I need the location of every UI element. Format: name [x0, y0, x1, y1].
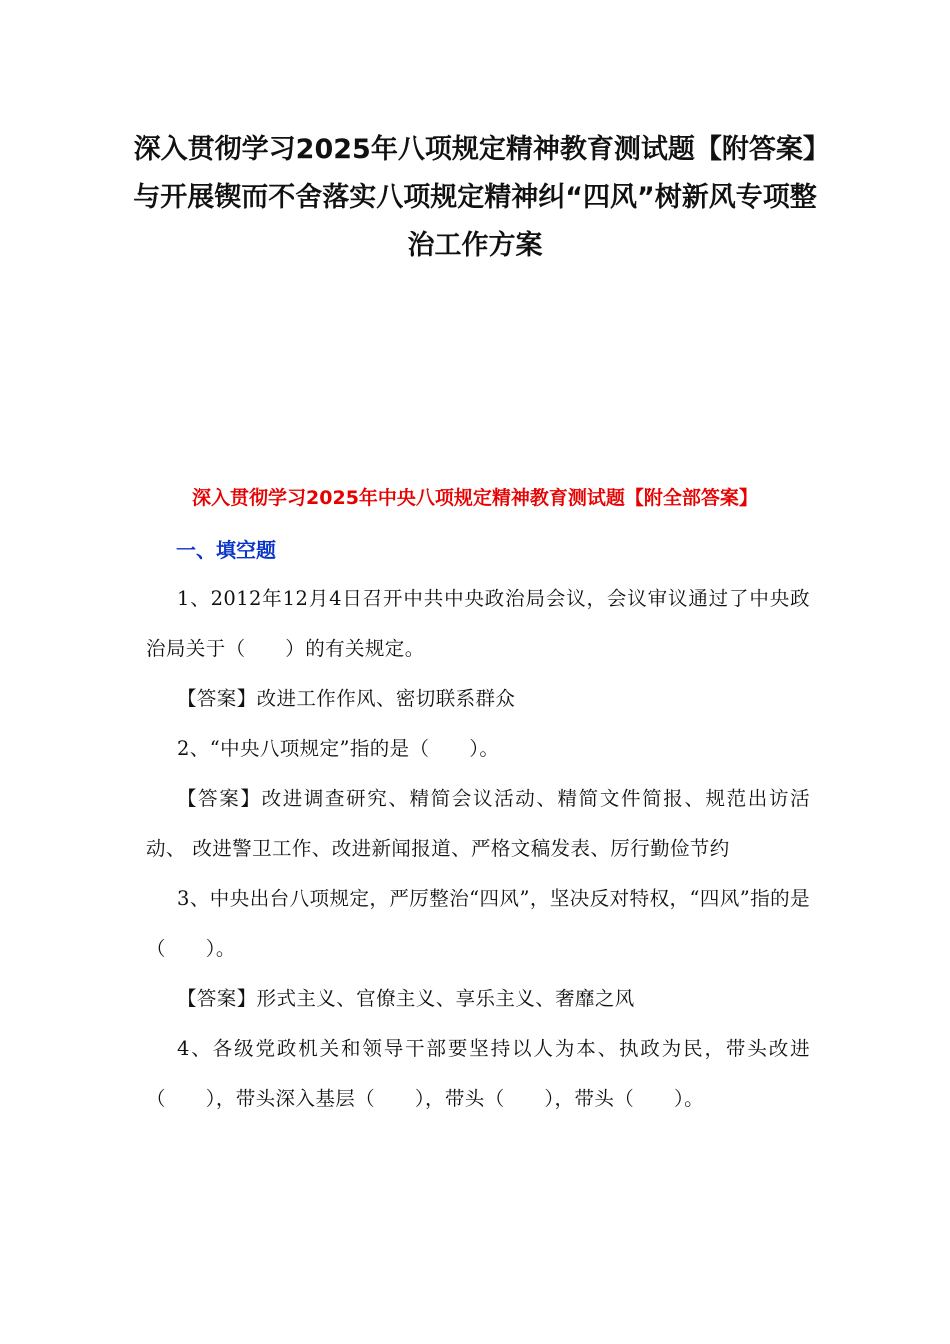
- answer-2: 【答案】改进调查研究、精简会议活动、精简文件简报、规范出访活动、 改进警卫工作、改进新闻报道、严格文稿发表、厉行勤俭节约: [146, 787, 810, 860]
- question-1: 1、2012年12月4日召开中共中央政治局会议，会议审议通过了中央政治局关于（ ）的有关规定。: [146, 587, 810, 660]
- section-title: 深入贯彻学习2025年中央八项规定精神教育测试题【附全部答案】: [192, 487, 758, 509]
- question-4: 4、各级党政机关和领导干部要坚持以人为本、执政为民，带头改进（ ），带头深入基层（ ），带头（ ），带头（ ）。: [146, 1037, 810, 1110]
- fill-in-blank-heading: 一、填空题: [176, 538, 276, 562]
- question-3: 3、中央出台八项规定，严厉整治“四风”，坚决反对特权，“四风”指的是（ ）。: [146, 887, 810, 960]
- answer-1: 【答案】改进工作作风、密切联系群众: [177, 687, 516, 710]
- document-title: 深入贯彻学习2025年八项规定精神教育测试题【附答案】与开展锲而不舍落实八项规定精神纠“四风”树新风专项整治工作方案: [133, 134, 817, 261]
- answer-3: 【答案】形式主义、官僚主义、享乐主义、奢靡之风: [177, 987, 635, 1010]
- question-list: [146, 574, 810, 1124]
- question-2: 2、“中央八项规定”指的是（ ）。: [177, 737, 500, 760]
